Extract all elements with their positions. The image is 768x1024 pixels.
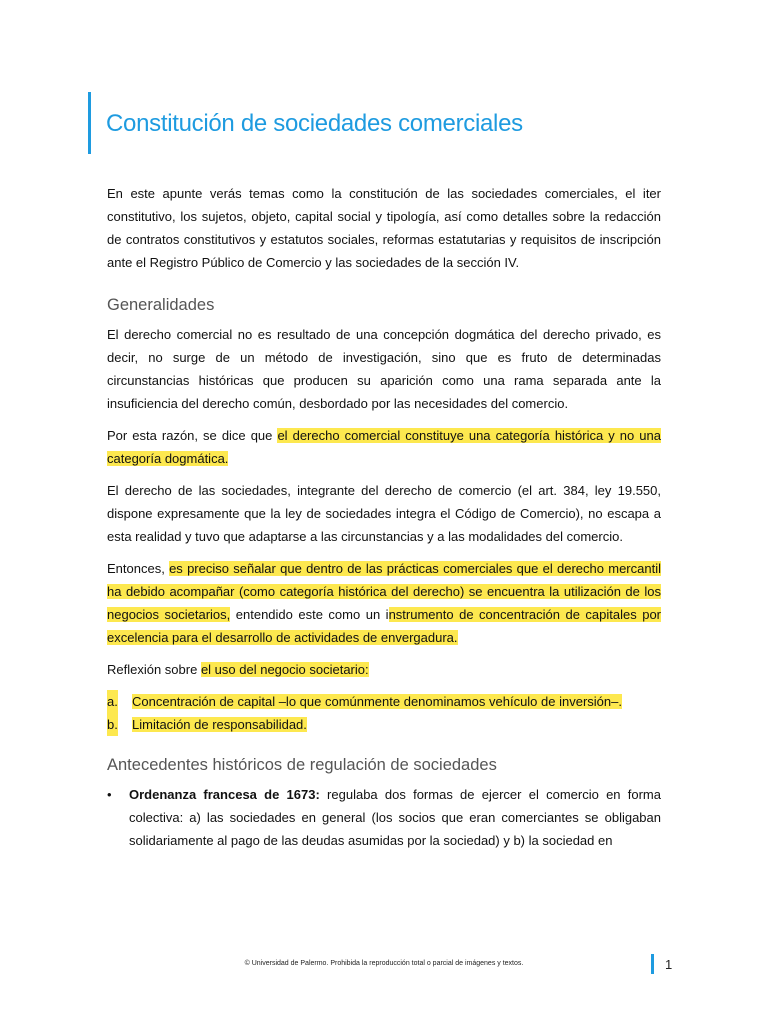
paragraph-4-lead: Entonces, [107, 561, 170, 576]
section-heading-generalidades: Generalidades [107, 296, 215, 314]
list-item [107, 783, 661, 852]
paragraph-1: El derecho comercial no es resultado de una concepción dogmática del derecho privado, es decir, no surge de un método de investigación, sino que es fruto de determinadas circunstancias históricas que producen su aparición como una rama separada ante la insuficiencia del derecho común, desbordado por las necesidades del comercio. [107, 327, 661, 411]
paragraph-2 [107, 424, 661, 470]
history-list [107, 783, 661, 852]
section-heading-antecedentes: Antecedentes históricos de regulación de sociedades [107, 756, 497, 774]
paragraph-5 [107, 658, 661, 681]
page-number: 1 [665, 957, 673, 972]
reflection-list [107, 690, 661, 736]
paragraph-2-text: Por esta razón, se dice que [107, 428, 278, 443]
list-item-label: b. [107, 713, 118, 736]
footer-copyright: © Universidad de Palermo. Prohibida la reproducción total o parcial de imágenes y textos. [244, 960, 524, 967]
highlight-instrumento: nstrumento de concentración de capitales por excelencia para el desarrollo de actividades de envergadura. [107, 607, 661, 645]
list-item-text: regulaba dos formas de ejercer el comercio en forma colectiva: a) las sociedades en general (los socios que eran comerciantes se obligaban solidariamente al pago de las deudas asumidas por la sociedad) y b) la sociedad en [129, 787, 661, 848]
highlight-negocios-societarios: es preciso señalar que dentro de las prácticas comerciales que el derecho mercantil ha debido acompañar (como categoría histórica del derecho) se encuentra la utilización de los negocios societarios, [107, 561, 661, 622]
list-item-bold: Ordenanza francesa de 1673: [129, 787, 320, 802]
highlight-uso-negocio: el uso del negocio societario: [200, 662, 369, 677]
paragraph-4-mid: entendido este como un i [230, 607, 389, 622]
list-item [107, 713, 661, 736]
paragraph-5-lead: Reflexión sobre [107, 662, 201, 677]
paragraph-3: El derecho de las sociedades, integrante del derecho de comercio (el art. 384, ley 19.550, dispone expresamente que la ley de sociedades integra el Código de Comercio), no escapa a esta realidad y tuvo que adaptarse a las circunstancias y a las modalidades del comercio. [107, 483, 661, 544]
list-item [107, 690, 661, 713]
intro-paragraph: En este apunte verás temas como la constitución de las sociedades comerciales, el iter constitutivo, los sujetos, objeto, capital social y tipología, así como detalles sobre la redacción de contratos constitutivos y estatutos sociales, reformas estatutarias y requisitos de inscripción ante el Registro Público de Comercio y las sociedades de la sección IV. [107, 186, 661, 270]
paragraph-4 [107, 557, 661, 649]
bullet-icon: • [107, 787, 112, 802]
title-accent-bar [88, 92, 91, 154]
page-title: Constitución de sociedades comerciales [106, 110, 523, 137]
footer-accent-bar [651, 954, 654, 974]
document-body [107, 182, 661, 852]
highlight-categoria-historica: el derecho comercial constituye una categoría histórica y no una categoría dogmática. [107, 428, 661, 466]
list-item-text: Limitación de responsabilidad. [132, 717, 307, 732]
list-item-label: a. [107, 690, 118, 713]
list-item-text: Concentración de capital –lo que comúnmente denominamos vehículo de inversión–. [132, 694, 622, 709]
